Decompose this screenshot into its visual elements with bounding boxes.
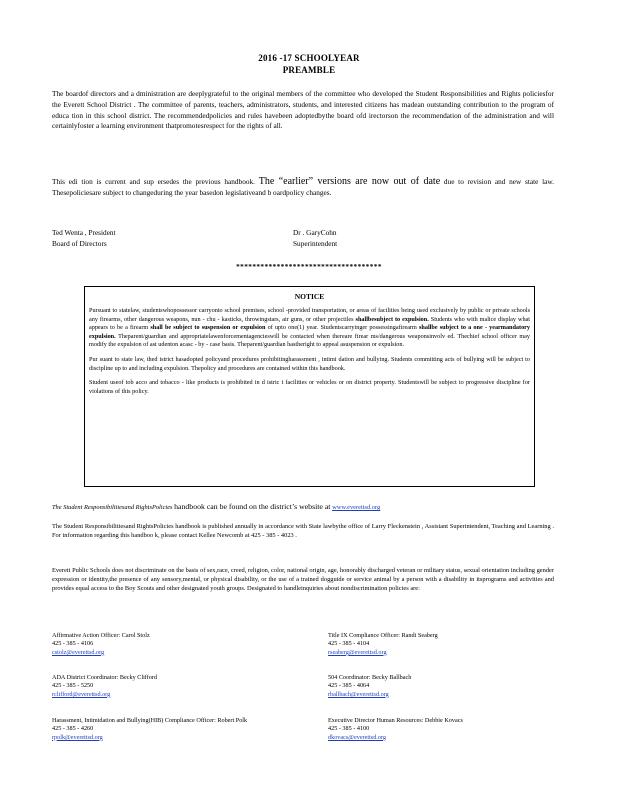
contact-phone: 425 - 385 - 4064 <box>328 682 370 690</box>
contact-phone: 425 - 385 - 4104 <box>328 640 370 648</box>
website-line-middle: handbook can be found on the district’s website at <box>174 502 331 511</box>
preamble-p2-end: due to revision and new state law. Thesepoliciesare subject to changeduring the year basedon legislativeand b oardpolicy changes. <box>52 177 555 197</box>
notice-paragraph-weapons <box>89 307 530 350</box>
contact-role: Executive Director Human Resources: Debbie Kovacs <box>328 717 463 724</box>
published-paragraph: The Student Responsibilitiesand RightsPolicies handbook is published annually in accordance with State lawbythe office of Larry Fleckenstein , Assistant Superintendent, Teaching and Learning . For information regarding this handboo k, please contact Kellee Newcomb at 425 - 385 - 4023 . <box>52 523 554 539</box>
signature-left <box>52 228 116 249</box>
website-line-start: The Student Responsibilitiesand RightsPolicies <box>52 504 173 511</box>
nondiscrimination-paragraph: Everett Public Schools does not discriminate on the basis of sex,race, creed, religion, color, national origin, age, honorably discharged veteran or military status, sexual orientation including gender expression or identity,the presence of any sensory,mental, or physical disability, or the use of a trained dogguide or service animal by a person with a disability in itsprograms and activities and provides equal access to the Boy Scouts and other designated youth groups. Designated to handleinquiries about nondiscrimination policies are: <box>52 567 554 592</box>
contact-role: Affirmative Action Officer: Carol Stolz <box>52 632 150 639</box>
contact-email-link[interactable]: rclifford@everettsd.org <box>52 690 111 698</box>
contact-title-ix <box>328 632 558 657</box>
notice-weapons-expulsion: shallbesubject to expulsion. <box>355 315 429 323</box>
notice-firearm-penalty: shallbe subject to a one - yearmandatory expulsion. <box>89 324 531 340</box>
contact-email-link[interactable]: rseaberg@everettsd.org <box>328 648 387 656</box>
district-website-link[interactable]: www.everettsd.org <box>332 504 381 511</box>
notice-malice-text: Students who with malice display what appears to be a firearm <box>89 315 530 332</box>
signature-left-title: Board of Directors <box>52 238 107 248</box>
contact-role: ADA District Coordinator: Becky Clifford <box>52 674 158 681</box>
contact-phone: 425 - 385 - 4100 <box>328 725 370 733</box>
notice-contact-text: Theparent/guardian and appropriatelawenforcementagencieswill be contacted when thereare firear ms/dangerous weaponsinvolv ed. Thechief school officer may modify the expulsion of ast udenton acasc - by - case basis. Theparent/guardian hastheright to appeal asuspension or expulsion. <box>89 332 531 349</box>
contact-hib <box>52 717 282 742</box>
contact-phone: 425 - 385 - 4106 <box>52 640 94 648</box>
preamble-p2-emphasis: The “earlier” versions are now out of date <box>258 176 441 187</box>
contact-role: 504 Coordinator: Becky Ballbach <box>328 674 412 681</box>
contact-email-link[interactable]: rpolk@everettsd.org <box>52 733 103 741</box>
notice-firearm-text: of upto one(1) year. Studentscarryinger possessingafirearm <box>267 324 417 332</box>
contact-phone: 425 - 385 - 5250 <box>52 682 94 690</box>
notice-box <box>84 286 535 487</box>
contact-504 <box>328 674 558 699</box>
contact-role: Harassment, Intimidation and Bullying(HIB) Compliance Officer: Robert Polk <box>52 717 248 724</box>
signature-right <box>293 228 337 249</box>
notice-weapons-text: Pursuant to statelaw, studentswhopossessor carryonto school premises, school -provided transportation, or areas of facilities being used exclusively by public or private schools any firearms, other dangerous weapons, nun - chu - kasticks, throwingstars, air guns, or other projectiles <box>89 307 530 323</box>
contact-email-link[interactable]: rballbach@everettsd.org <box>328 690 389 698</box>
notice-paragraph-tobacco: Student useof tob acco and tobacco - like products is prohibited in d istric t facilities or vehicles or on district property. Studentswill be subject to progressive discipline for violations of this policy. <box>89 379 530 395</box>
preamble-p2-start: This edi tion is current and sup ersedes the previous handbook. <box>52 177 255 186</box>
contact-phone: 425 - 385 - 4260 <box>52 725 94 733</box>
contact-email-link[interactable]: cstolz@everettsd.org <box>52 648 105 656</box>
contact-ada <box>52 674 282 699</box>
contact-affirmative-action <box>52 632 282 657</box>
website-line <box>52 502 554 512</box>
page-title-year: 2016 -17 SCHOOLYEAR <box>258 53 360 63</box>
preamble-paragraph-1: The boardof directors and a dministration are deeplygrateful to the original members of the committee who developed the Student Responsibilities and Rights policiesfor the Everett School District . The committee of parents, teachers, administrators, students, and interested citizens has madean outstanding contribution to the program of educa tion in this school district. The recommendedpolicies and rules havebeen adoptedbythe board ofd irectorson the recommendation of the administration and will certainlyfoster a learning environment thatpromotesrespect for the rights of all. <box>52 89 554 131</box>
notice-paragraph-harassment: Pur suant to state law, thed istrict hasadopted policyand procedures prohibitingharassment , intimi dation and bullying. Students committing acts of bullying will be subject to discipline up to and including expulsion. Thepolicy and procedures are contained within this handbook. <box>89 355 530 372</box>
signature-right-name: Dr . GaryCohn <box>293 228 337 237</box>
notice-malice-penalty: shall be subject to suspension or expulsion <box>150 324 266 332</box>
signature-right-title: Superintendent <box>293 238 338 248</box>
signature-left-name: Ted Wenta , President <box>52 228 116 237</box>
notice-title: NOTICE <box>294 292 325 301</box>
page-title-preamble: PREAMBLE <box>282 65 336 75</box>
contact-role: Title IX Compliance Officer: Randi Seaberg <box>328 632 438 639</box>
contact-email-link[interactable]: dkovacs@everettsd.org <box>328 733 386 741</box>
asterisk-divider: ************************************ <box>236 262 382 271</box>
preamble-paragraph-2 <box>52 177 554 199</box>
contact-human-resources <box>328 717 558 742</box>
